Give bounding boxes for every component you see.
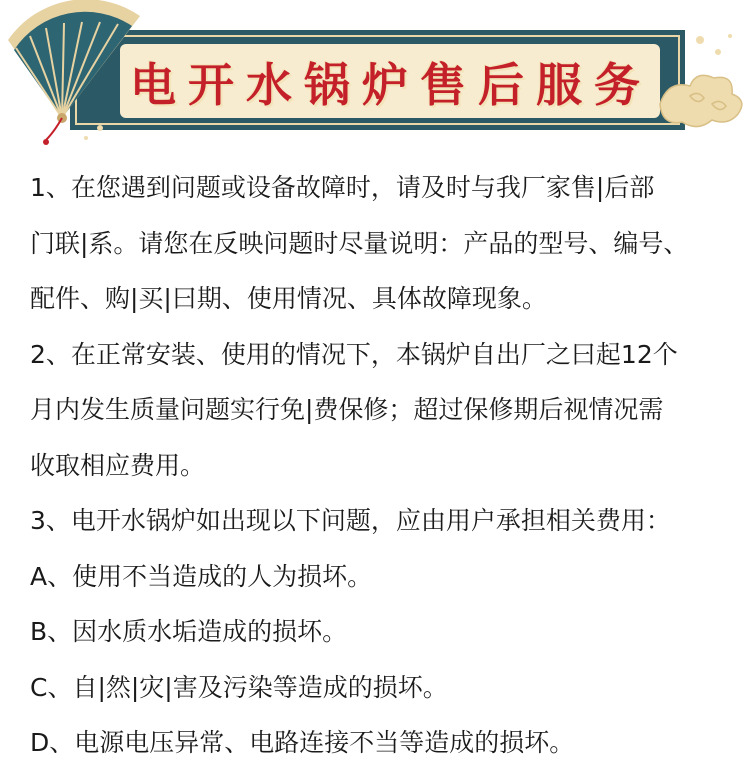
text-line: B、因水质水垢造成的损坏。 bbox=[30, 617, 348, 646]
text-line: 收取相应费用。 bbox=[30, 450, 206, 480]
service-terms bbox=[30, 160, 735, 771]
header-banner bbox=[0, 0, 750, 150]
text-line: 3、电开水锅炉如出现以下问题，应由用户承担相关费用： bbox=[30, 506, 671, 535]
page-title: 电开水锅炉售后服务 bbox=[130, 58, 652, 112]
text-line: 月内发生质量问题实行免|费保修；超过保修期后视情况需 bbox=[30, 395, 664, 424]
text-line: C、自|然|灾|害及污染等造成的损坏。 bbox=[30, 672, 448, 702]
text-line: A、使用不当造成的人为损坏。 bbox=[30, 561, 373, 591]
text-line: 2、在正常安装、使用的情况下，本锅炉自出厂之曰起12个 bbox=[30, 339, 678, 369]
text-line: 1、在您遇到问题或设备故障时，请及时与我厂家售|后部 bbox=[30, 173, 655, 202]
text-line: D、电源电压异常、电路连接不当等造成的损坏。 bbox=[30, 728, 575, 757]
text-line: 配件、购|买|曰期、使用情况、具体故障现象。 bbox=[30, 284, 547, 313]
text-line: 门联|系。请您在反映问题时尽量说明：产品的型号、编号、 bbox=[30, 228, 689, 258]
